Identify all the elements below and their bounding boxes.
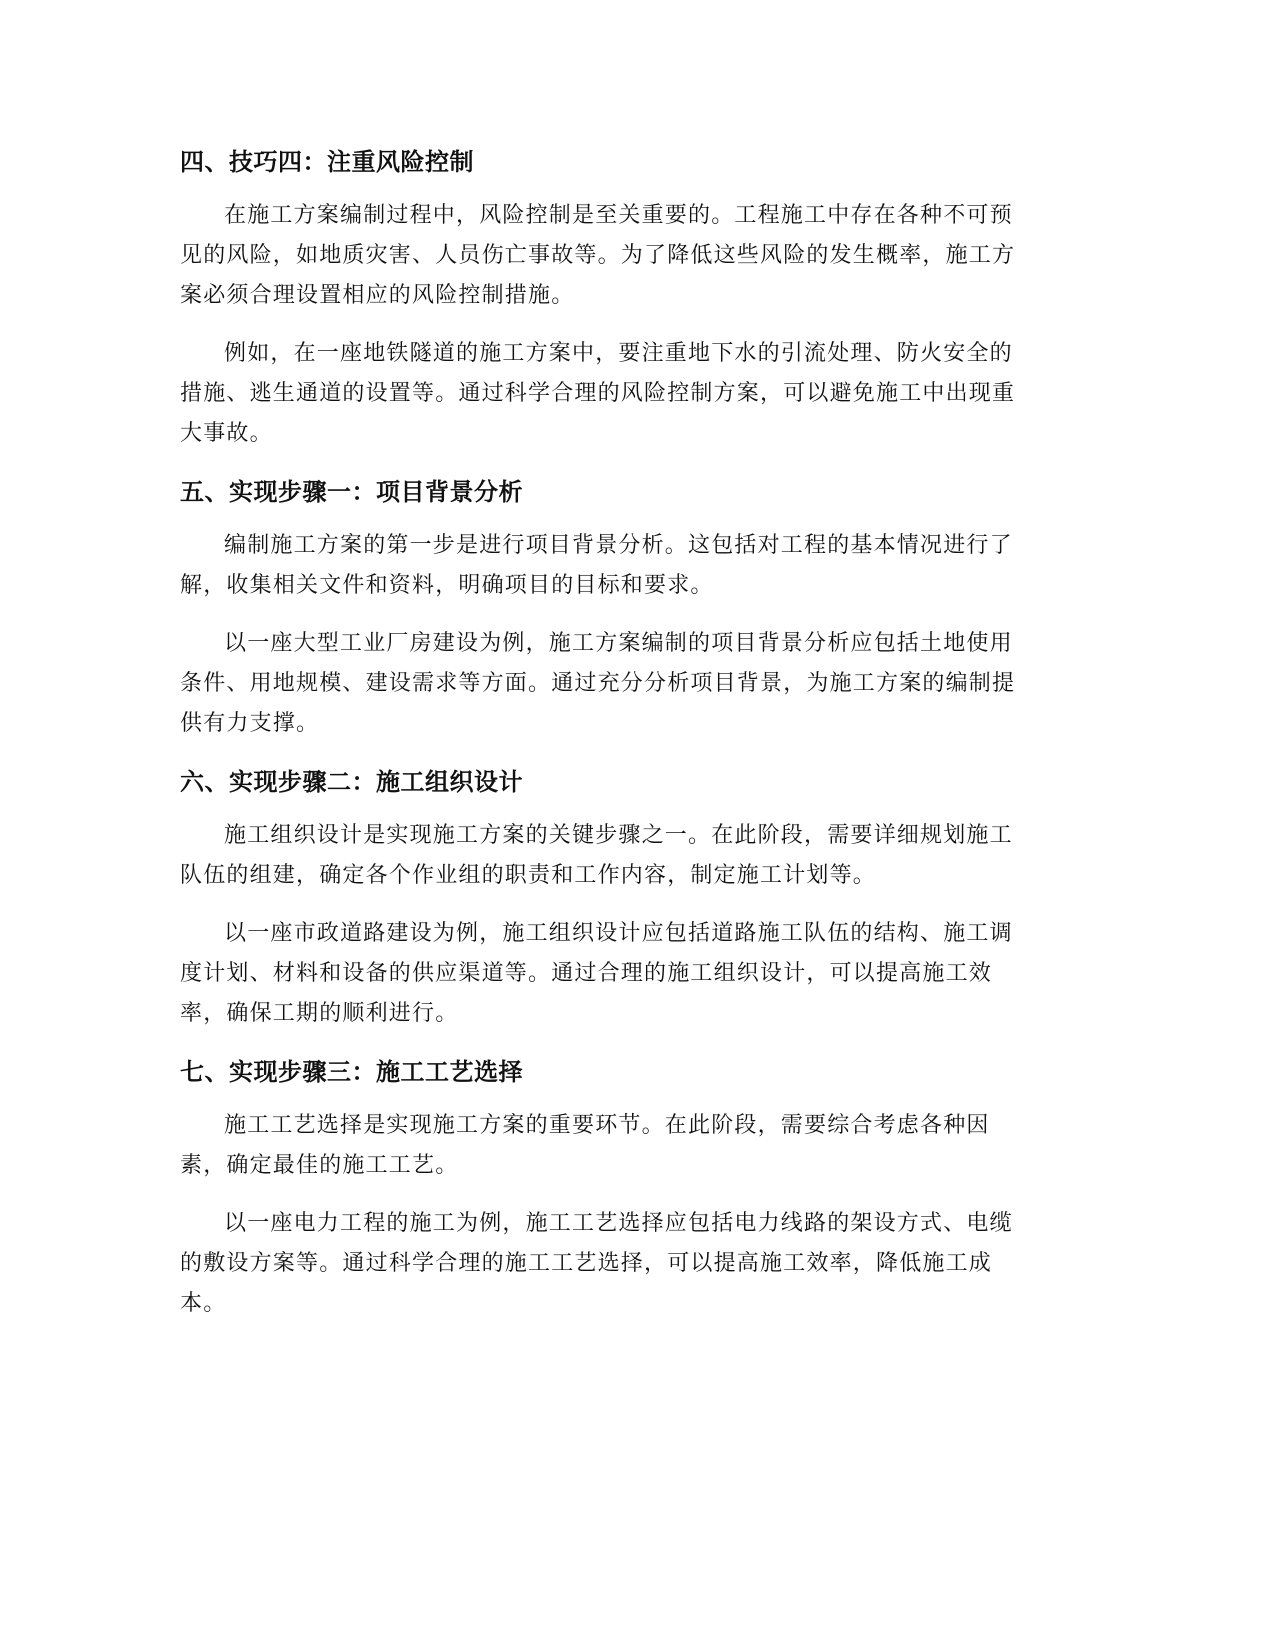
paragraph: 施工组织设计是实现施工方案的关键步骤之一。在此阶段，需要详细规划施工队伍的组建，确定各个作业组的职责和工作内容，制定施工计划等。: [180, 823, 1013, 888]
paragraph: 以一座市政道路建设为例，施工组织设计应包括道路施工队伍的结构、施工调度计划、材料和设备的供应渠道等。通过合理的施工组织设计，可以提高施工效率，确保工期的顺利进行。: [180, 921, 1013, 1026]
section-construction-process: [180, 1052, 1035, 1324]
section-heading: 六、实现步骤二：施工组织设计: [180, 768, 523, 796]
paragraph: 例如，在一座地铁隧道的施工方案中，要注重地下水的引流处理、防火安全的措施、逃生通道的设置等。通过科学合理的风险控制方案，可以避免施工中出现重大事故。: [180, 341, 1016, 446]
section-heading: 四、技巧四：注重风险控制: [180, 148, 474, 176]
paragraph: 施工工艺选择是实现施工方案的重要环节。在此阶段，需要综合考虑各种因素，确定最佳的施工工艺。: [180, 1113, 990, 1178]
section-project-background: [180, 472, 1035, 744]
paragraph: 以一座大型工业厂房建设为例，施工方案编制的项目背景分析应包括土地使用条件、用地规模、建设需求等方面。通过充分分析项目背景，为施工方案的编制提供有力支撑。: [180, 631, 1016, 736]
document-body: [180, 142, 1035, 1342]
paragraph: 在施工方案编制过程中，风险控制是至关重要的。工程施工中存在各种不可预见的风险，如地质灾害、人员伤亡事故等。为了降低这些风险的发生概率，施工方案必须合理设置相应的风险控制措施。: [180, 203, 1016, 308]
section-risk-control: [180, 142, 1035, 454]
section-heading: 七、实现步骤三：施工工艺选择: [180, 1058, 523, 1086]
section-heading: 五、实现步骤一：项目背景分析: [180, 478, 523, 506]
section-construction-organization: [180, 762, 1035, 1034]
paragraph: 编制施工方案的第一步是进行项目背景分析。这包括对工程的基本情况进行了解，收集相关文件和资料，明确项目的目标和要求。: [180, 533, 1013, 598]
paragraph: 以一座电力工程的施工为例，施工工艺选择应包括电力线路的架设方式、电缆的敷设方案等。通过科学合理的施工工艺选择，可以提高施工效率，降低施工成本。: [180, 1211, 1013, 1316]
